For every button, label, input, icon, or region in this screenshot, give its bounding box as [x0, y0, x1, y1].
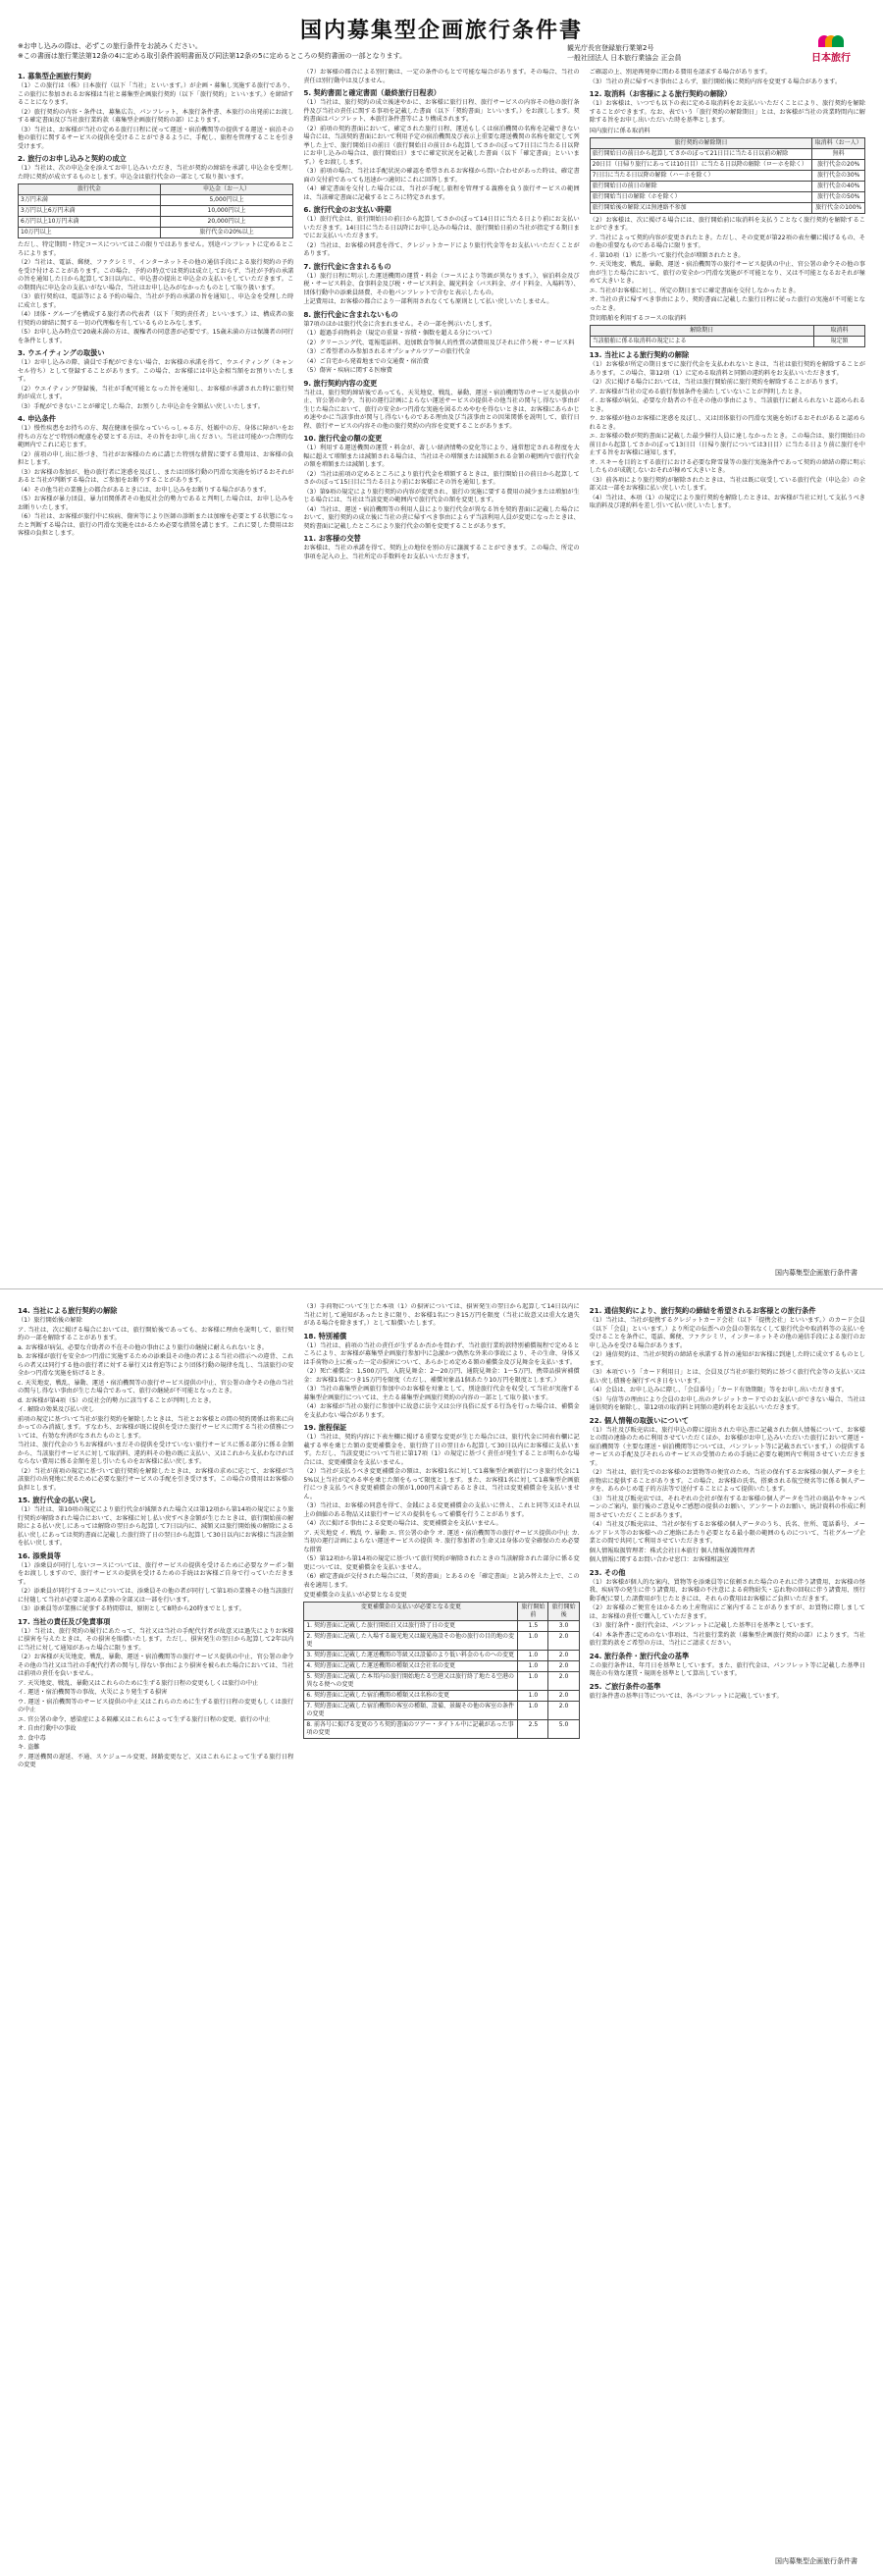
table-cell: 1.0 — [518, 1702, 548, 1720]
paragraph: （4）団体・グループを構成する旅行者の代表者（以下「契約責任者」といいます。）は、構成者の旅行契約の締結に関する一切の代理権を有しているものとみなします。 — [18, 311, 294, 327]
paragraph: ア. 当社によって契約内容が変更されたとき。ただし、その変更が第22項の表左欄に掲げるもの、その他の重要なものである場合に限ります。 — [589, 234, 865, 249]
paragraph: ウ. お客様が他のお客様に迷惑を及ぼし、又は団体旅行の円滑な実施を妨げるおそれがあると認められるとき。 — [589, 415, 865, 431]
paragraph: （1）慢性疾患をお持ちの方、現在健康を損なっていらっしゃる方、妊娠中の方、身体に障がいをお持ちの方などで特別の配慮を必要とする方は、その旨をお申し出ください。当社は可能かつ合理的な範囲内でこれに応じます。 — [18, 425, 294, 448]
paragraph: ク. 運送機関の遅延、不通、スケジュール変更、経路変更など、又はこれらによって生ずる旅行日程の変更 — [18, 1753, 294, 1768]
paragraph: （4）次に掲げる事由による変更の場合は、変更補償金を支払いません。 — [303, 1520, 502, 1527]
table-row — [590, 181, 864, 191]
paragraph: a. お客様が病気、必要な介助者の不在その他の事由により旅行の継続に耐えられないとき。 — [18, 1343, 268, 1351]
paragraph: （7）お客様の都合による別行動は、一定の条件のもとで可能な場合があります。その場合、当社の責任は別行動中は及びません。 — [303, 69, 580, 84]
table-row — [590, 191, 864, 202]
table-header-row — [590, 137, 864, 148]
table-cell: 6. 契約書面に記載した宿泊機関の種類又は名称の変更 — [304, 1691, 518, 1702]
table-caption: 国内旅行に係る取消料 — [589, 127, 650, 134]
paragraph: （1）添乗員が同行しないコースについては、旅行サービスの提供を受けるために必要なクーポン類をお渡ししますので、旅行サービスの提供を受けるための手続はお客様ご自身で行っていただきます。 — [18, 1561, 294, 1586]
table-row — [19, 228, 293, 238]
table-cell: 旅行開始日の前日の解除 — [590, 181, 812, 191]
paragraph: （1）当社は、次の申込金を添えてお申し込みいただき、当社が契約の締結を承諾し申込金を受理した時に契約が成立するものとします。申込金は旅行代金の一部として取り扱います。 — [18, 165, 294, 181]
paragraph: （4）お客様が当社の旅行に参加中に故意に法令又は公序良俗に反する行為を行った場合は、補償金を支払わない場合があります。 — [303, 1403, 580, 1419]
page-2 — [0, 1288, 883, 2576]
table-cell: 旅行代金の40% — [812, 181, 865, 191]
table-cell: 1.0 — [518, 1632, 548, 1651]
table-cell: 5.0 — [548, 1720, 579, 1739]
document-intro — [18, 41, 440, 61]
section-heading: 23. その他 — [589, 1567, 626, 1577]
table-cell: 2.0 — [548, 1632, 579, 1651]
intro-line: ※この書面は旅行業法第12条の4に定める取引条件説明書面及び同法第12条の5に定めるところの契約書面の一部となります。 — [18, 52, 407, 60]
table-cell: 旅行代金の30% — [812, 170, 865, 181]
paragraph: （2）前項の申し出に基づき、当社がお客様のために講じた特別な措置に要する費用は、お客様の負担とします。 — [18, 450, 294, 466]
column — [303, 69, 579, 1258]
table-header-cell: 旅行開始後 — [548, 1603, 579, 1621]
paragraph: （2）クリーニング代、電報電話料、追加飲食等個人的性質の諸費用及びそれに伴う税・サービス料 — [303, 339, 575, 346]
paragraph: （4）ご自宅から発着地までの交通費・宿泊費 — [303, 357, 430, 365]
paragraph: （1）当社は、第10項の規定により旅行代金が減額された場合又は第12項から第14項の規定により旅行契約が解除された場合において、お客様に対し払い戻すべき金額が生じたときは、旅行開始前の解除による払い戻しにあっては解除の翌日から起算して7日以内に、減額又は旅行開始後の解除による払い戻しにあっては契約書面に記載した旅行終了日の翌日から起算して30日以内にお客様に当該金額を払い戻します。 — [18, 1506, 294, 1547]
paragraph: 旅行条件書の基準日等については、各パンフレットに記載しています。 — [589, 1692, 783, 1700]
section-heading: 13. 当社による旅行契約の解除 — [589, 350, 690, 359]
paragraph: （1）当社は、当社が提携するクレジットカード会社（以下「提携会社」といいます。）のカード会員（以下「会員」といいます。）より所定の伝票への会員の署名なくして旅行代金や取消料等の支払いを受けることを条件に、電話、郵便、ファクシミリ、インターネットその他の通信手段による旅行のお申し込みを受ける場合があります。 — [589, 1317, 865, 1349]
paragraph: イ. 運送・宿泊機関等の事故、火災により発生する損害 — [18, 1689, 168, 1696]
paragraph: （5）第12項から第14項の規定に基づいて旅行契約が解除されたときの当該解除された部分に係る変更については、変更補償金を支払いません。 — [303, 1555, 580, 1571]
table-header-cell: 変更補償金の支払いが必要となる変更 — [304, 1603, 518, 1621]
table-cell: 2.0 — [548, 1661, 579, 1672]
table-row — [19, 217, 293, 228]
terms-table — [590, 325, 865, 347]
table-cell: 10万円以上 — [19, 228, 161, 238]
table-cell: 8. 前各号に掲げる変更のうち契約書面のツアー・タイトル中に記載があった事項の変更 — [304, 1720, 518, 1739]
table-row — [590, 159, 864, 170]
table-header-cell: 旅行契約の解除期日 — [590, 137, 812, 148]
table-cell: 旅行開始後の解除又は無連絡不参加 — [590, 202, 812, 213]
paragraph: （1）お申し込みの際、満員で手配ができない場合、お客様の承諾を得て、ウエイティング（キャンセル待ち）として登録することがあります。この場合、お客様には申込金相当額をお預りいたします。 — [18, 359, 294, 383]
table-row — [590, 202, 864, 213]
paragraph: （3）前項の場合、当社は手配状況の確認を希望されるお客様から問い合わせがあった時は、確定書面の交付前であっても迅速かつ適切にこれに回答します。 — [303, 168, 580, 184]
paragraph: （3）手配ができないことが確定した場合、お預りした申込金を全額払い戻しいたします。 — [18, 402, 264, 410]
table-cell: 旅行開始日の前日から起算してさかのぼって21日目に当たる日以前の解除 — [590, 148, 812, 159]
paragraph: オ. 自由行動中の事故 — [18, 1725, 77, 1732]
table-cell: 2.0 — [548, 1702, 579, 1720]
table-cell: 20日目（日帰り旅行にあっては10日目）に当たる日以降の解除（ロ～ホを除く） — [590, 159, 812, 170]
table-cell: 6万円以上10万円未満 — [19, 217, 161, 228]
paragraph: （3）前各項により旅行契約が解除されたときは、当社は既に収受している旅行代金（申込金）の全部又は一部をお客様に払い戻しいたします。 — [589, 476, 865, 492]
paragraph: （2）当社は、お客様の同意を得て、クレジットカードにより旅行代金等をお支払いいただくことがあります。 — [303, 241, 580, 257]
table-header-cell: 申込金（お一人） — [160, 184, 293, 195]
table-header-cell: 旅行開始前 — [518, 1603, 548, 1621]
paragraph: エ. 官公署の命令、感染症による隔離又はこれらによって生ずる旅行日程の変更、旅行の中止 — [18, 1715, 271, 1723]
table-cell: 5. 契約書面に記載した本邦内の旅行開始地たる空港又は旅行終了地たる空港の異なる便への変更 — [304, 1672, 518, 1691]
section-heading: 21. 通信契約により、旅行契約の締結を希望されるお客様との旅行条件 — [589, 1306, 816, 1315]
section-heading: 18. 特別補償 — [303, 1331, 347, 1341]
table-cell: 旅行代金の50% — [812, 191, 865, 202]
paragraph: （4）確定書面を交付した場合には、当社が手配し旅程を管理する義務を負う旅行サービスの範囲は、当該確定書面に記載するところに特定されます。 — [303, 185, 580, 201]
section-heading: 2. 旅行のお申し込みと契約の成立 — [18, 154, 127, 163]
paragraph: （1）お客様は、いつでも以下の表に定める取消料をお支払いいただくことにより、旅行契約を解除することができます。なお、表でいう「旅行契約の解除期日」とは、お客様が当社の営業時間内に解除する旨をお申し出いただいた時を基準とします。 — [589, 100, 865, 124]
paragraph: d. お客様が第4項（5）の反社会的勢力に該当することが判明したとき。 — [18, 1396, 216, 1404]
table-header-row — [19, 184, 293, 195]
column — [18, 1303, 293, 2547]
table-cell: 2.5 — [518, 1720, 548, 1739]
section-heading: 11. お客様の交替 — [303, 534, 361, 543]
section-heading: 6. 旅行代金のお支払い時期 — [303, 205, 391, 214]
paragraph: （2）前項の契約書面において、確定された旅行日程、運送もしくは宿泊機関の名称を記載できない場合には、当該契約書面において利用予定の宿泊機関及び表示上重要な運送機関の名称を限定して列挙した上で、旅行開始日の前日（旅行開始日の前日から起算してさかのぼって7日目に当たる日以降にお申し込みの場合は、旅行開始日）までに確定状況を記載した書面（以下「確定書面」といいます。）をお渡しします。 — [303, 125, 580, 166]
table-cell: 7. 契約書面に記載した宿泊機関の客室の種類、設備、景観その他の客室の条件の変更 — [304, 1702, 518, 1720]
table-cell: 2.0 — [548, 1691, 579, 1702]
table-caption: 貸切船舶を利用するコースの取消料 — [589, 315, 687, 322]
paragraph: （3）お客様の参加が、他の旅行者に迷惑を及ぼし、または団体行動の円滑な実施を妨げるおそれがあると当社が判断する場合は、ご参加をお断りすることがあります。 — [18, 468, 294, 484]
logo-text: 日本旅行 — [811, 53, 851, 64]
issuer-membership: 一般社団法人 日本旅行業協会 正会員 — [567, 54, 682, 62]
paragraph: （3）当社は、お客様が当社の定める旅行日程に従って運送・宿泊機関等の提供する運送・宿泊その他の旅行に関するサービスの提供を受けることができるように、手配し、旅程を管理することを引き受けます。 — [18, 126, 294, 150]
paragraph: （3）当社及び販売店では、それぞれの会社が保有するお客様の個人データを当社の商品やキャンペーンのご案内、旅行後のご意見やご感想の提供のお願い、アンケートのお願い、統計資料の作成に利用させていただくことがあります。 — [589, 1495, 865, 1519]
table-cell: 旅行代金の20% — [812, 159, 865, 170]
paragraph: （2）添乗員が同行するコースについては、添乗員その他の者が同行して第1項の業務その他当該旅行に付随して当社が必要と認める業務の全部又は一部を行います。 — [18, 1588, 294, 1603]
table-header-cell: 旅行代金 — [19, 184, 161, 195]
column — [18, 69, 293, 1258]
paragraph: （4）当社は、運送・宿泊機関等の利用人員により旅行代金が異なる旨を契約書面に記載した場合において、旅行契約の成立後に当社の責に帰すべき事由によらず当該利用人員が変更になったときは、契約書面に記載したところにより旅行代金の額を変更することがあります。 — [303, 505, 580, 530]
section-heading: 5. 契約書面と確定書面（最終旅行日程表） — [303, 88, 441, 97]
section-heading: 15. 旅行代金の払い戻し — [18, 1496, 96, 1504]
paragraph: この旅行条件は、年月日を基準としています。また、旅行代金は、パンフレット等に記載した基準日現在の有効な運賃・規則を基準として算出しています。 — [589, 1661, 865, 1677]
table-cell: 無料 — [812, 148, 865, 159]
table-cell: 旅行代金の100% — [812, 202, 865, 213]
paragraph: オ. 当社の責に帰すべき事由により、契約書面に記載した旅行日程に従った旅行の実施が不可能となったとき。 — [589, 296, 865, 312]
company-logo — [799, 33, 863, 63]
paragraph: イ. 第10項（1）に基づいて旅行代金が増額されたとき。 — [589, 251, 745, 259]
paragraph: （2）当社が支払うべき変更補償金の額は、お客様1名に対して1募集型企画旅行につき旅行代金に15%以上当社が定める率を乗じた額をもって限度とします。また、お客様1名に対して1募集型企画旅行につき支払うべき変更補償金の額が1,000円未満であるときは、当社は変更補償金を支払いません。 — [303, 1468, 580, 1500]
section-heading: 7. 旅行代金に含まれるもの — [303, 261, 391, 271]
table-cell: 旅行代金の20%以上 — [160, 228, 293, 238]
section-heading: 12. 取消料（お客様による旅行契約の解除） — [589, 89, 732, 98]
section-heading: 19. 旅程保証 — [303, 1423, 347, 1432]
paragraph: （3）ご希望者のみ参加されるオプショナルツアーの旅行代金 — [303, 348, 471, 355]
page-footer: 国内募集型企画旅行条件書 — [775, 1269, 857, 1277]
page-footer: 国内募集型企画旅行条件書 — [775, 2557, 857, 2565]
paragraph: （3）当社の募集型企画旅行参加中のお客様を対象として、別途旅行代金を収受して当社が実施する募集型企画旅行については、主たる募集型企画旅行契約の内容の一部として取り扱います。 — [303, 1386, 580, 1401]
table-cell: 2.0 — [548, 1651, 579, 1661]
table-row — [304, 1691, 579, 1702]
section-heading: 22. 個人情報の取扱いについて — [589, 1415, 689, 1425]
paragraph: （2）当社は、旅行先でのお客様のお買物等の便宜のため、当社の保有するお客様の個人データを土産物店に提供することがあります。この場合、お客様の氏名、搭乗される航空便名等に係る個人データを、あらかじめ電子的方法等で送付することによって提供いたします。 — [589, 1469, 865, 1493]
paragraph: （2）当社は前項の定めるところにより旅行代金を増額するときは、旅行開始日の前日から起算してさかのぼって15日目に当たる日より前にお客様にその旨を通知します。 — [303, 470, 580, 486]
table-row — [304, 1621, 579, 1632]
table-cell: 旅行開始当日の解除（ホを除く） — [590, 191, 812, 202]
column — [590, 1303, 865, 2547]
paragraph: （3）当社の責に帰すべき事由によらず、旅行開始後に契約内容を変更する場合があります。 — [589, 78, 842, 85]
paragraph: （3）第9項の規定により旅行契約の内容が変更され、旅行の実施に要する費用の減少または増加が生じる場合には、当社は当該変更の範囲内で旅行代金の額を変更します。 — [303, 488, 580, 503]
paragraph: （4）会員は、お申し込みに際し、「会員番号」「カード有効期限」等をお申し出いただきます。 — [589, 1387, 848, 1393]
column — [590, 69, 865, 1258]
table-row — [590, 148, 864, 159]
table-cell: 2.0 — [548, 1672, 579, 1691]
table-cell: 20,000円以上 — [160, 217, 293, 228]
paragraph: エ. お客様の数が契約書面に記載した最少催行人員に達しなかったとき。この場合は、旅行開始日の前日から起算してさかのぼって13日目（日帰り旅行については3日目）に当たる日より前に旅行を中止する旨をお客様に通知します。 — [589, 433, 865, 456]
table-cell: 3.0 — [548, 1621, 579, 1632]
paragraph: お客様は、当社の承諾を得て、契約上の地位を別の方に譲渡することができます。この場合、所定の事項を記入の上、当社所定の手数料をお支払いいただきます。 — [303, 545, 580, 560]
table-row — [304, 1672, 579, 1691]
paragraph: （3）旅行契約は、電話等による予約の場合、当社が予約の承諾の旨を通知し、申込金を受理した時に成立します。 — [18, 293, 294, 309]
paragraph: （1）利用する運送機関の運賃・料金が、著しい経済情勢の変化等により、通常想定される程度を大幅に超えて増額または減額される場合は、当社はその増額または減額される金額の範囲内で旅行代金の額を増額または減額します。 — [303, 445, 580, 468]
paragraph: （4）当社及び販売店は、当社が保有するお客様の個人データのうち、氏名、住所、電話番号、メールアドレス等のお客様へのご連絡にあたり必要となる最小限の範囲のものについて、当社グループ企業との間で共同して利用させていただきます。 — [589, 1521, 865, 1545]
table-cell: 1. 契約書面に記載した旅行開始日又は旅行終了日の変更 — [304, 1621, 518, 1632]
section-heading: 1. 募集型企画旅行契約 — [18, 72, 91, 80]
paragraph: （2）お客様のご便宜をはかるため土産物店にご案内することがありますが、お買物に際しましては、お客様の責任で購入していただきます。 — [589, 1604, 865, 1620]
table-cell: 2. 契約書面に記載した入場する観光地又は観光施設その他の旅行の目的地の変更 — [304, 1632, 518, 1651]
table-row — [304, 1632, 579, 1651]
table-row — [19, 206, 293, 217]
table-cell: 4. 契約書面に記載した運送機関の種類又は会社名の変更 — [304, 1661, 518, 1672]
terms-table — [590, 137, 865, 214]
paragraph: （1）当社は、旅行契約の履行にあたって、当社又は当社の手配代行者が故意又は過失によりお客様に損害を与えたときは、その損害を賠償いたします。ただし、損害発生の翌日から起算して2年以内に当社に対して通知があった場合に限ります。 — [18, 1627, 294, 1652]
paragraph: ご確認の上、別途再発券に関わる費用を請求する場合があります。 — [589, 69, 771, 76]
paragraph: （4）その他当社の業務上の都合があるときには、お申し込みをお断りする場合があります。 — [18, 486, 271, 494]
paragraph: （3）本項でいう「カード利用日」とは、会員及び当社が旅行契約に基づく旅行代金等の支払い又は払い戻し債務を履行すべき日をいいます。 — [589, 1369, 865, 1385]
paragraph: 個人情報に関するお問い合わせ窓口：お客様相談室 — [589, 1556, 729, 1563]
table-row — [304, 1720, 579, 1739]
issuer-info — [567, 43, 773, 63]
table-row — [590, 170, 864, 181]
paragraph: （5）傷害・疾病に関する医療費 — [303, 367, 392, 374]
table-header-cell: 解除期日 — [590, 326, 813, 337]
table-cell: 3万円未満 — [19, 195, 161, 206]
table-caption: 変更補償金の支払いが必要となる変更 — [303, 1592, 407, 1599]
paragraph: カ. 食中毒 — [18, 1734, 46, 1742]
paragraph: 個人情報取扱管理者：株式会社日本旅行 個人情報保護管理者 — [589, 1547, 755, 1554]
paragraph: （1）旅行代金は、旅行開始日の前日から起算してさかのぼって14日目に当たる日より前にお支払いいただきます。14日目に当たる日以降にお申し込みの場合は、旅行開始日前の当社が指定する期日までにお支払いいただきます。 — [303, 216, 580, 239]
terms-table — [18, 184, 293, 238]
paragraph: キ. 盗難 — [18, 1744, 40, 1751]
column — [303, 1303, 579, 2547]
table-cell: 7日目に当たる日以降の解除（ハ～ホを除く） — [590, 170, 812, 181]
table-header-cell: 取消料（お一人） — [812, 137, 865, 148]
paragraph: （1）旅行開始後の解除 — [18, 1317, 82, 1324]
page-2-columns — [18, 1303, 865, 2547]
paragraph: （5）お申し込み時点で20歳未満の方は、親権者の同意書が必要です。15歳未満の方は保護者の同行を条件とします。 — [18, 329, 294, 344]
paragraph: （2）通信契約は、当社が契約の締結を承諾する旨の通知がお客様に到達した時に成立するものとします。 — [589, 1351, 865, 1367]
paragraph: （5）与信等の理由により会員のお申し出のクレジットカードでのお支払いができない場合、当社は通信契約を解除し、第12項の取消料と同額の違約料をお支払いいただきます。 — [589, 1395, 865, 1411]
paragraph: （2）次に掲げる場合においては、当社は旅行開始前に旅行契約を解除することがあります。 — [589, 379, 842, 386]
paragraph: （1）当社は、旅行契約の成立後速やかに、お客様に旅行日程、旅行サービスの内容その他の旅行条件及び当社の責任に関する事項を記載した書面（以下「契約書面」といいます。）をお渡しします。契約書面はパンフレット、本旅行条件書等により構成されます。 — [303, 99, 580, 123]
table-row — [304, 1661, 579, 1672]
terms-table — [303, 1602, 579, 1739]
table-cell: 1.5 — [518, 1621, 548, 1632]
paragraph: （4）当社は、本項（1）の規定により旅行契約を解除したときは、お客様が当社に対して支払うべき取消料及び違約料を差し引いて払い戻しいたします。 — [589, 494, 865, 509]
table-cell: 10,000円以上 — [160, 206, 293, 217]
issuer-registration: 観光庁長官登録旅行業第2号 — [567, 44, 654, 52]
paragraph: ア. 天災地変、戦乱、暴動又はこれらのために生ずる旅行日程の変更もしくは旅行の中止 — [18, 1679, 259, 1687]
table-cell: 1.0 — [518, 1651, 548, 1661]
table-header-row — [590, 326, 864, 337]
table-row — [590, 337, 864, 347]
paragraph: （3）手荷物について生じた本項（1）の損害については、損害発生の翌日から起算して14日以内に当社に対して通知があったときに限り、お客様1名につき15万円を限度（当社に故意又は重大な過失がある場合を除きます。）として賠償いたします。 — [303, 1303, 580, 1327]
paragraph: （2）ウエイティング登録後、当社が手配可能となった旨を通知し、お客様が承諾された時に旅行契約が成立します。 — [18, 385, 294, 400]
paragraph: ア. 天災地変 イ. 戦乱 ウ. 暴動 エ. 官公署の命令 オ. 運送・宿泊機関等の旅行サービス提供の中止 カ. 当初の運行計画によらない運送サービスの提供 キ. 旅行参加者の生命又は身体の安全確保のため必要な措置 — [303, 1529, 580, 1553]
section-heading: 25. ご旅行条件の基準 — [589, 1681, 661, 1691]
section-heading: 4. 申込条件 — [18, 414, 56, 423]
paragraph: 当社は、旅行契約締結後であっても、天災地変、戦乱、暴動、運送・宿泊機関等のサービス提供の中止、官公署の命令、当初の運行計画によらない運送サービスの提供その他当社の関与し得ない事由が生じた場合において、旅行の安全かつ円滑な実施を図るためやむを得ないときは、お客様にあらかじめ速やかに当該事由が関与し得ないものである理由及び当該事由との因果関係を説明して、旅行日程、旅行サービスの内容その他の旅行契約の内容を変更することがあります。 — [303, 389, 580, 430]
paragraph: ただし、特定期間・特定コースについてはこの限りではありません。別途パンフレットに定めるところによります。 — [18, 241, 294, 257]
paragraph: （2）当社が前項の規定に基づいて旅行契約を解除したときは、お客様の求めに応じて、お客様が当該旅行の出発地に戻るために必要な旅行サービスの手配を引き受けます。この場合の費用はお客様の負担とします。 — [18, 1467, 294, 1492]
section-heading: 10. 旅行代金の額の変更 — [303, 434, 383, 443]
paragraph: ウ. 天災地変、戦乱、暴動、運送・宿泊機関等の旅行サービス提供の中止、官公署の命令その他の事由が生じた場合において、旅行の安全かつ円滑な実施が不可能となり、又は不可能となるおそれが極めて大きいとき。 — [589, 261, 865, 285]
paragraph: （1）旅行日程に明示した運送機関の運賃・料金（コースにより等級が異なります。）、宿泊料金及び税・サービス料金、食事料金及び税・サービス料金、観光料金（バス料金、ガイド料金、入場料等）、団体行動中の添乗員経費、その他パンフレットで含むと表示したもの。 — [303, 272, 580, 296]
paragraph: （2）お客様は、次に掲げる場合には、旅行開始前に取消料を支払うことなく旅行契約を解除することができます。 — [589, 216, 865, 232]
paragraph: （6）当社は、お客様が旅行中に疾病、傷害等により医師の診断または加療を必要とする状態になったと判断する場合は、旅行の円滑な実施をはかるため必要な措置を講じます。これに要した費用はお客様の負担とします。 — [18, 513, 294, 537]
paragraph: 第7項のほかは旅行代金に含まれません。その一部を例示いたします。 — [303, 320, 495, 328]
table-cell: 規定額 — [813, 337, 864, 347]
paragraph: （3）当社は、お客様の同意を得て、金銭による変更補償金の支払いに替え、これと同等又はそれ以上の価値のある物品又は旅行サービスの提供をもって補償を行うことがあります。 — [303, 1502, 580, 1518]
paragraph: （2）旅行契約の内容・条件は、募集広告、パンフレット、本旅行条件書、本旅行の出発前にお渡しする確定書面及び当社旅行業約款（募集型企画旅行契約の部）によります。 — [18, 108, 294, 124]
paragraph: （5）お客様が暴力団員、暴力団関係者その他反社会的勢力であると判明した場合は、お申し込みをお断りいたします。 — [18, 496, 294, 511]
paragraph: （1）超過手荷物料金（規定の重量・容積・個数を超える分について） — [303, 330, 495, 337]
table-cell: 3万円以上6万円未満 — [19, 206, 161, 217]
table-cell: 1.0 — [518, 1691, 548, 1702]
table-row — [304, 1651, 579, 1661]
intro-line: ※お申し込みの際は、必ずこの旅行条件をお読みください。 — [18, 42, 202, 50]
section-heading: 9. 旅行契約内容の変更 — [303, 378, 378, 388]
section-heading: 14. 当社による旅行契約の解除 — [18, 1306, 118, 1315]
paragraph: （1）当社は、前項の当社の責任が生ずるか否かを問わず、当社旅行業約款特別補償規程で定めるところにより、お客様が募集型企画旅行参加中に急激かつ偶然な外来の事故により、その生命、身体又は手荷物の上に被った一定の損害について、あらかじめ定める額の補償金及び見舞金を支払います。 — [303, 1341, 580, 1366]
paragraph: c. 天災地変、戦乱、暴動、運送・宿泊機関等の旅行サービス提供の中止、官公署の命令その他の当社の関与し得ない事由が生じた場合であって、旅行の継続が不可能となったとき。 — [18, 1379, 294, 1394]
section-heading: 17. 当社の責任及び免責事項 — [18, 1616, 111, 1626]
paragraph: （2）死亡補償金：1,500万円、入院見舞金：2～20万円、通院見舞金：1～5万円、携帯品損害補償金：お客様1名につき15万円を限度（ただし、補償対象品1個あたり10万円を限度とします。） — [303, 1368, 580, 1384]
paragraph: エ. 当社がお客様に対し、所定の期日までに確定書面を交付しなかったとき。 — [589, 287, 800, 294]
table-cell: 1.0 — [518, 1672, 548, 1691]
paragraph: （1）お客様が所定の期日までに旅行代金を支払われないときは、当社は旅行契約を解除することがあります。この場合、第12項（1）に定める取消料と同額の違約料をお支払いいただきます。 — [589, 361, 865, 377]
section-heading: 16. 添乗員等 — [18, 1551, 61, 1560]
paragraph: ウ. 運送・宿泊機関等のサービス提供の中止又はこれらのために生ずる旅行日程の変更もしくは旅行の中止 — [18, 1698, 294, 1713]
paragraph: ア. お客様が当社の定める旅行参加条件を満たしていないことが判明したとき。 — [589, 388, 805, 395]
paragraph: （3）添乗員等が業務に従事する時間帯は、原則として8時から20時までとします。 — [18, 1605, 245, 1612]
paragraph: （6）確定書面が交付された場合には、「契約書面」とあるのを「確定書面」と読み替えた上で、この表を適用します。 — [303, 1573, 580, 1589]
paragraph: （1）当社は、契約内容に下表左欄に掲げる重要な変更が生じた場合には、旅行代金に同表右欄に記載する率を乗じた額の変更補償金を、旅行終了日の翌日から起算して30日以内にお客様に支払います。ただし、当該変更について当社に第17項（1）の規定に基づく責任が発生することが明らかな場合には、変更補償金を支払いません。 — [303, 1434, 580, 1466]
paragraph: 当社は、旅行代金のうちお客様がいまだその提供を受けていない旅行サービスに係る部分に係る金額から、当該旅行サービスに対して取消料、違約料その他の既に支払い、又はこれから支払わなければならない費用に係る金額を差し引いたものをお客様に払い戻します。 — [18, 1442, 294, 1465]
logo-mark-icon — [818, 33, 844, 49]
table-row — [19, 195, 293, 206]
paragraph: 前項の規定に基づいて当社が旅行契約を解除したときは、当社とお客様との間の契約関係は将来に向かってのみ消滅します。すなわち、お客様が既に提供を受けた旅行サービスに関する当社の債務については、有効な弁済がなされたものとします。 — [18, 1415, 294, 1440]
table-cell: 当該船舶に係る取消料の規定による — [590, 337, 813, 347]
paragraph: イ. お客様が病気、必要な介助者の不在その他の事由により、当該旅行に耐えられないと認められるとき。 — [589, 397, 865, 413]
paragraph: 上記費用は、お客様の都合により一部利用されなくても原則として払い戻しいたしません。 — [303, 298, 553, 305]
table-cell: 1.0 — [518, 1661, 548, 1672]
paragraph: ア. 当社は、次に掲げる場合においては、旅行開始後であっても、お客様に理由を説明して、旅行契約の一部を解除することがあります。 — [18, 1326, 294, 1341]
document-title: 国内募集型企画旅行条件書 — [299, 19, 583, 43]
paragraph: （1）当社及び販売店は、旅行申込の際に提出された申込書に記載された個人情報について、お客様との間の連絡のために利用させていただくほか、お客様がお申し込みいただいた旅行において運送・宿泊機関等（主要な運送・宿泊機関等については、パンフレット等に記載されています。）の提供するサービスの手配及びそれらのサービスの受領のための手続に必要な範囲内で利用させていただきます。 — [589, 1426, 865, 1467]
paragraph: オ. スキーを目的とする旅行における必要な降雪量等の旅行実施条件であって契約の締結の際に明示したものが成就しないおそれが極めて大きいとき。 — [589, 458, 865, 474]
section-heading: 24. 旅行条件・旅行代金の基準 — [589, 1651, 690, 1660]
section-heading: 8. 旅行代金に含まれないもの — [303, 309, 398, 319]
section-heading: 3. ウエイティングの取扱い — [18, 348, 105, 357]
paragraph: （4）本条件書に定めのない事項は、当社旅行業約款（募集型企画旅行契約の部）によります。当社旅行業約款をご希望の方は、当社にご請求ください。 — [589, 1631, 865, 1647]
table-cell: 5,000円以上 — [160, 195, 293, 206]
paragraph: （1）お客様が個人的な案内、買物等を添乗員等に依頼された場合のそれに伴う諸費用、お客様の怪我、疾病等の発生に伴う諸費用、お客様の不注意による荷物紛失・忘れ物の回収に伴う諸費用、別行動手配に要した諸費用が生じたときには、それらの費用はお客様にご負担いただきます。 — [589, 1578, 865, 1603]
paragraph: （2）当社は、電話、郵便、ファクシミリ、インターネットその他の通信手段による旅行契約の予約を受け付けることがあります。この場合、予約の時点では契約は成立しておらず、当社が予約の承諾の旨を通知した日から起算して3日以内に、申込書の提出と申込金の支払いをしていただきます。この期間内に申込金の支払いがない場合、当社はお申し込みがなかったものとして取り扱います。 — [18, 259, 294, 291]
paragraph: （3）旅行条件・旅行代金は、パンフレットに記載した基準日を基準としています。 — [589, 1622, 817, 1629]
document-header — [18, 0, 865, 65]
paragraph: b. お客様が旅行を安全かつ円滑に実施するための添乗員その他の者による当社の指示への違背、これらの者又は同行する他の旅行者に対する暴行又は脅迫等により団体行動の規律を乱し、当該旅行の安全かつ円滑な実施を妨げるとき。 — [18, 1353, 294, 1377]
table-header-row — [304, 1603, 579, 1621]
table-cell: 3. 契約書面に記載した運送機関の等級又は設備のより低い料金のものへの変更 — [304, 1651, 518, 1661]
paragraph: イ. 解除の効果及び払い戻し — [18, 1406, 95, 1413]
table-row — [304, 1702, 579, 1720]
table-header-cell: 取消料 — [813, 326, 864, 337]
paragraph: （2）お客様が天災地変、戦乱、暴動、運送・宿泊機関等の旅行サービス提供の中止、官公署の命令その他の当社又は当社の手配代行者の関与し得ない事由により損害を被られた場合においては、当社は前項の責任を負いません。 — [18, 1654, 294, 1677]
paragraph: （1）この旅行は（株）日本旅行（以下「当社」といいます。）が企画・募集し実施する旅行であり、この旅行に参加されるお客様は当社と募集型企画旅行契約（以下「旅行契約」といいます。）を締結することになります。 — [18, 82, 294, 106]
page-1-columns — [18, 69, 865, 1258]
